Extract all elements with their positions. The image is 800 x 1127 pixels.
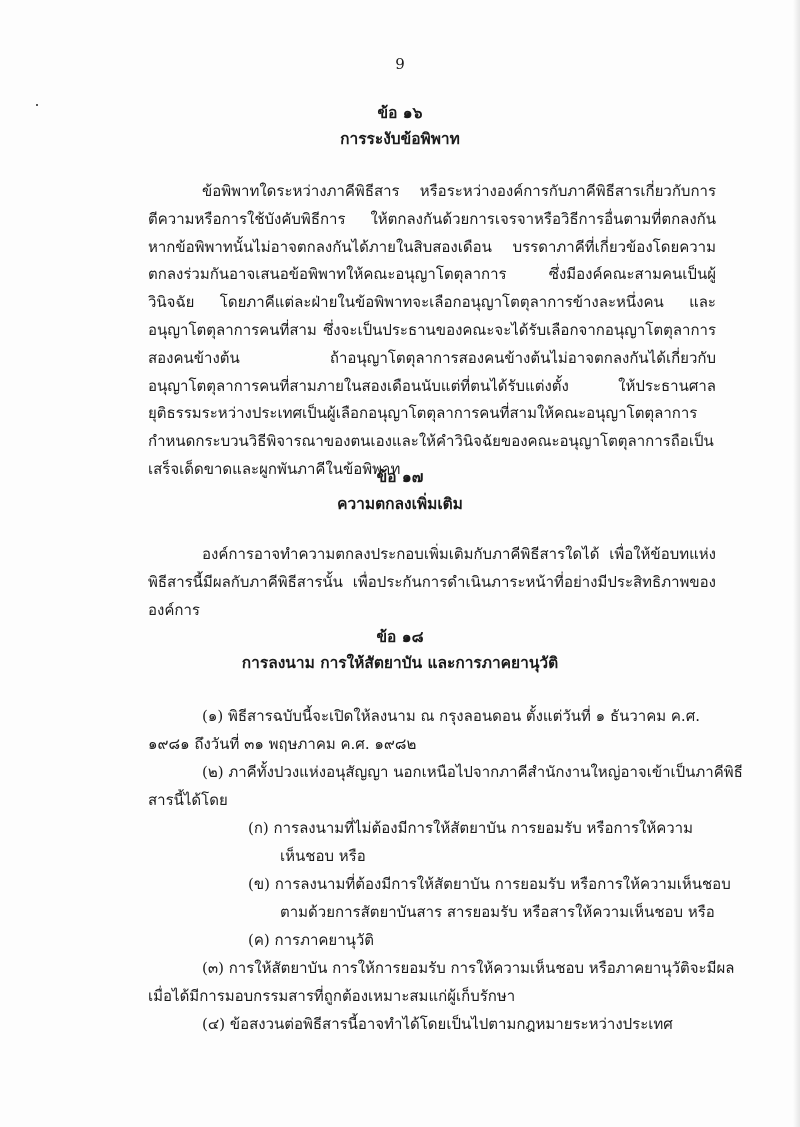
section-18-title: การลงนาม การให้สัตยาบัน และการภาคยานุวัติ — [241, 653, 559, 672]
section-16-number: ข้อ ๑๖ — [377, 103, 423, 122]
item-2-line-1: (๒) ภาคีทั้งปวงแห่งอนุสัญญา นอกเหนือไปจากภาคีสำนักงานใหญ่อาจเข้าเป็นภาคีพิธี — [202, 763, 743, 781]
page-number: 9 — [395, 55, 405, 73]
section-16-title: การระงับข้อพิพาท — [340, 129, 460, 148]
sub-b-line-1: (ข) การลงนามที่ต้องมีการให้สัตยาบัน การยอมรับ หรือการให้ความเห็นชอบ — [248, 875, 731, 893]
sub-a-line-1: (ก) การลงนามที่ไม่ต้องมีการให้สัตยาบัน การยอมรับ หรือการให้ความ — [248, 819, 693, 837]
item-3-line-2: เมื่อได้มีการมอบกรรมสารที่ถูกต้องเหมาะสมแก่ผู้เก็บรักษา — [148, 987, 516, 1005]
section-17-number: ข้อ ๑๗ — [376, 467, 424, 486]
sub-b-line-2: ตามด้วยการสัตยาบันสาร สารยอมรับ หรือสารให้ความเห็นชอบ หรือ — [280, 903, 715, 921]
sub-c-line-1: (ค) การภาคยานุวัติ — [248, 931, 375, 949]
item-4-line-1: (๔) ข้อสงวนต่อพิธีสารนี้อาจทำได้โดยเป็นไปตามกฎหมายระหว่างประเทศ — [202, 1015, 673, 1033]
section-17-body — [148, 541, 716, 624]
item-1-line-1: (๑) พิธีสารฉบับนี้จะเปิดให้ลงนาม ณ กรุงลอนดอน ตั้งแต่วันที่ ๑ ธันวาคม ค.ศ. — [202, 707, 700, 725]
section-18-number: ข้อ ๑๘ — [376, 627, 424, 646]
sub-a-line-2: เห็นชอบ หรือ — [280, 847, 366, 865]
section-16-body-text: ข้อพิพาทใดระหว่างภาคีพิธีสาร หรือระหว่างองค์การกับภาคีพิธีสารเกี่ยวกับการตีความหรือการใช้บังคับพิธีการ ให้ตกลงกันด้วยการเจรจาหรือวิธีการอื่นตามที่ตกลงกัน หากข้อพิพาทนั้นไม่อาจตกลงกันได้ภายในสิบสองเดือน บรรดาภาคีที่เกี่ยวข้องโดยความตกลงร่วมกันอาจเสนอข้อพิพาทให้คณะอนุญาโตตุลาการ ซึ่งมีองค์คณะสามคนเป็นผู้วินิจฉัย โดยภาคีแต่ละฝ่ายในข้อพิพาทจะเลือกอนุญาโตตุลาการข้างละหนึ่งคน และอนุญาโตตุลาการคนที่สาม ซึ่งจะเป็นประธานของคณะจะได้รับเลือกจากอนุญาโตตุลาการสองคนข้างต้น ถ้าอนุญาโตตุลาการสองคนข้างต้นไม่อาจตกลงกันได้เกี่ยวกับอนุญาโตตุลาการคนที่สามภายในสองเดือนนับแต่ที่ตนได้รับแต่งตั้ง ให้ประธานศาลยุติธรรมระหว่างประเทศเป็นผู้เลือกอนุญาโตตุลาการคนที่สามให้คณะอนุญาโตตุลาการกำหนดกระบวนวิธีพิจารณาของตนเองและให้คำวินิจฉัยของคณะอนุญาโตตุลาการถือเป็นเสร็จเด็ดขาดและผูกพันภาคีในข้อพิพาท — [148, 182, 716, 478]
section-16-body — [148, 178, 716, 484]
item-1-line-2: ๑๙๘๑ ถึงวันที่ ๓๑ พฤษภาคม ค.ศ. ๑๙๘๒ — [148, 735, 417, 753]
item-3-line-1: (๓) การให้สัตยาบัน การให้การยอมรับ การให้ความเห็นชอบ หรือภาคยานุวัติจะมีผล — [202, 959, 735, 977]
scan-edge-shadow — [793, 0, 800, 1127]
item-2-line-2: สารนี้ได้โดย — [148, 791, 228, 809]
section-17-title: ความตกลงเพิ่มเติม — [337, 494, 463, 513]
section-17-body-text: องค์การอาจทำความตกลงประกอบเพิ่มเติมกับภาคีพิธีสารใดได้ เพื่อให้ข้อบทแห่งพิธีสารนี้มีผลกับภาคีพิธีสารนั้น เพื่อประกันการดำเนินภาระหน้าที่อย่างมีประสิทธิภาพขององค์การ — [148, 545, 716, 619]
